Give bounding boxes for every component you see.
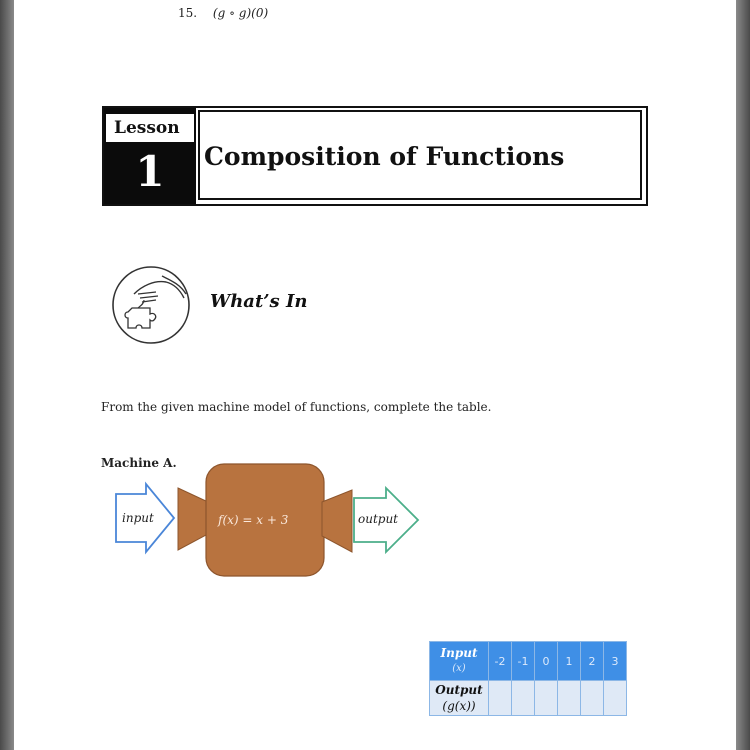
output-cell[interactable]	[581, 681, 604, 716]
problem-number: 15.	[178, 6, 198, 20]
viewer-left-border	[0, 0, 14, 750]
lesson-title: Composition of Functions	[204, 142, 565, 171]
output-cell[interactable]	[558, 681, 581, 716]
input-value: 1	[558, 642, 581, 681]
lesson-header	[102, 106, 648, 206]
lesson-title-box	[198, 110, 642, 200]
output-header-sub: (g(x))	[442, 699, 476, 713]
input-value: 2	[581, 642, 604, 681]
lesson-badge	[104, 108, 196, 204]
document-page	[14, 0, 736, 750]
output-arrow	[354, 488, 418, 552]
problem-expression: (g ∘ g)(0)	[212, 6, 269, 20]
input-value: -2	[489, 642, 512, 681]
section-title: What’s In	[210, 291, 308, 312]
input-output-table	[429, 641, 627, 716]
output-cell[interactable]	[512, 681, 535, 716]
output-row	[430, 681, 627, 716]
machine-right-funnel	[322, 490, 352, 552]
input-value: -1	[512, 642, 535, 681]
output-header	[430, 681, 489, 716]
function-machine	[112, 460, 432, 580]
output-cell[interactable]	[489, 681, 512, 716]
puzzle-hand-icon	[110, 264, 192, 346]
input-header	[430, 642, 489, 681]
input-header-label: Input	[440, 646, 478, 660]
input-label: input	[122, 511, 154, 525]
input-value: 0	[535, 642, 558, 681]
output-header-label: Output	[435, 683, 483, 697]
machine-left-funnel	[178, 488, 208, 550]
input-arrow	[116, 484, 174, 552]
output-cell[interactable]	[535, 681, 558, 716]
lesson-number: 1	[135, 147, 165, 196]
instruction-text: From the given machine model of functions, complete the table.	[101, 400, 492, 414]
output-cell[interactable]	[604, 681, 627, 716]
input-value: 3	[604, 642, 627, 681]
machine-label: Machine A.	[101, 456, 177, 470]
viewer-right-border	[736, 0, 750, 750]
output-label: output	[358, 512, 399, 526]
input-row	[430, 642, 627, 681]
lesson-label: Lesson	[104, 112, 196, 144]
problem-item	[178, 6, 268, 20]
function-label: f(x) = x + 3	[218, 513, 289, 527]
input-header-sub: (x)	[452, 663, 466, 674]
